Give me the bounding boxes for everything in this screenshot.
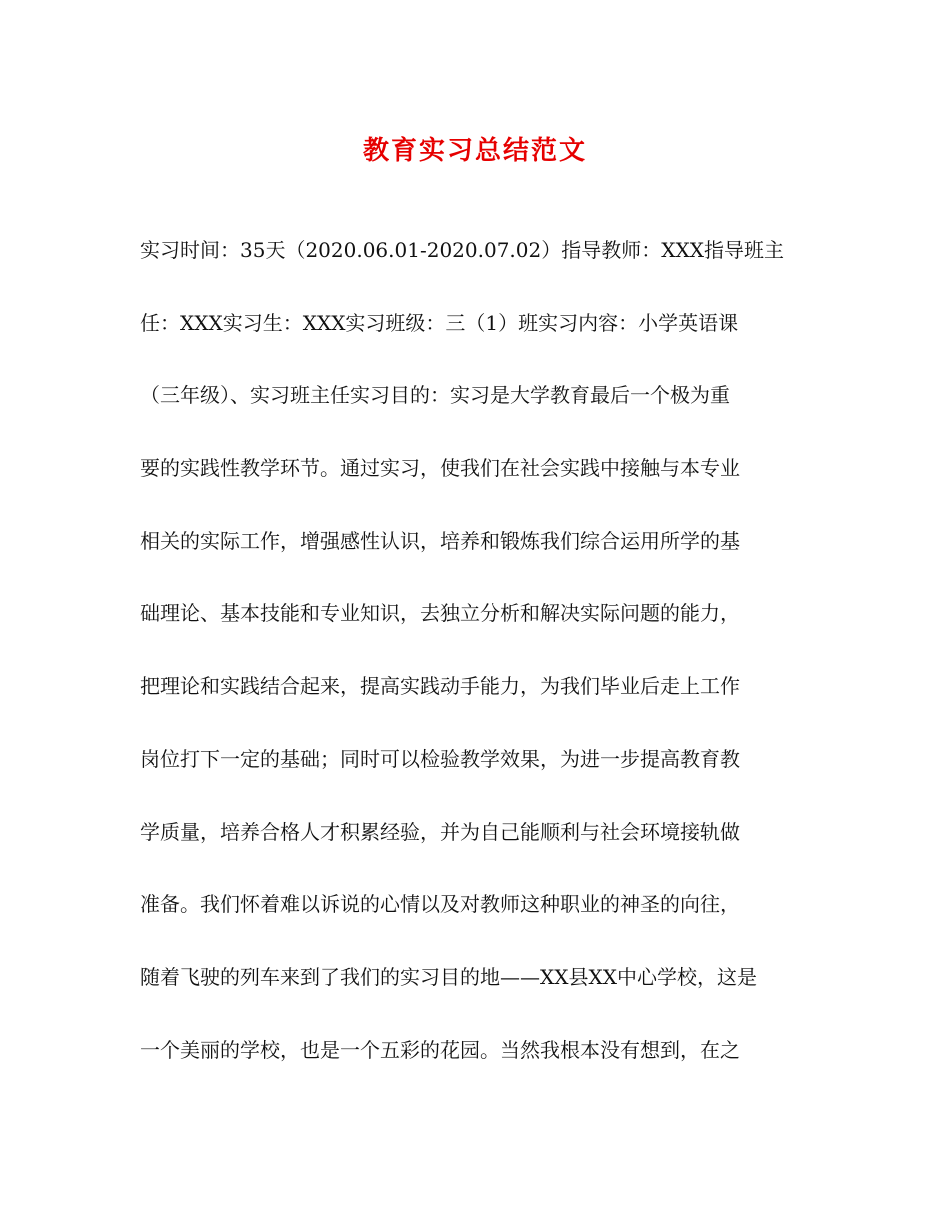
body-line: 任：XXX实习生：XXX实习班级：三（1）班实习内容：小学英语课 [140, 310, 739, 335]
body-line: 相关的实际工作，增强感性认识，培养和锻炼我们综合运用所学的基 [140, 528, 740, 553]
document-body [140, 228, 820, 1100]
body-line: 随着飞驶的列车来到了我们的实习目的地——XX县XX中心学校，这是 [140, 964, 757, 989]
body-line: 一个美丽的学校，也是一个五彩的花园。当然我根本没有想到，在之 [140, 1037, 740, 1062]
body-line: 把理论和实践结合起来，提高实践动手能力，为我们毕业后走上工作 [140, 674, 740, 699]
body-line: 学质量，培养合格人才积累经验，并为自己能顺利与社会环境接轨做 [140, 819, 740, 844]
body-line: 础理论、基本技能和专业知识，去独立分析和解决实际问题的能力， [140, 601, 740, 626]
body-line: （三年级）、实习班主任实习目的：实习是大学教育最后一个极为重 [140, 383, 730, 408]
body-line: 岗位打下一定的基础；同时可以检验教学效果，为进一步提高教育教 [140, 746, 740, 771]
body-line: 实习时间：35天（2020.06.01-2020.07.02）指导教师：XXX指导班主 [140, 238, 784, 262]
body-line: 要的实践性教学环节。通过实习，使我们在社会实践中接触与本专业 [140, 456, 740, 481]
body-line: 准备。我们怀着难以诉说的心情以及对教师这种职业的神圣的向往， [140, 892, 740, 917]
document-title: 教育实习总结范文 [362, 136, 587, 166]
